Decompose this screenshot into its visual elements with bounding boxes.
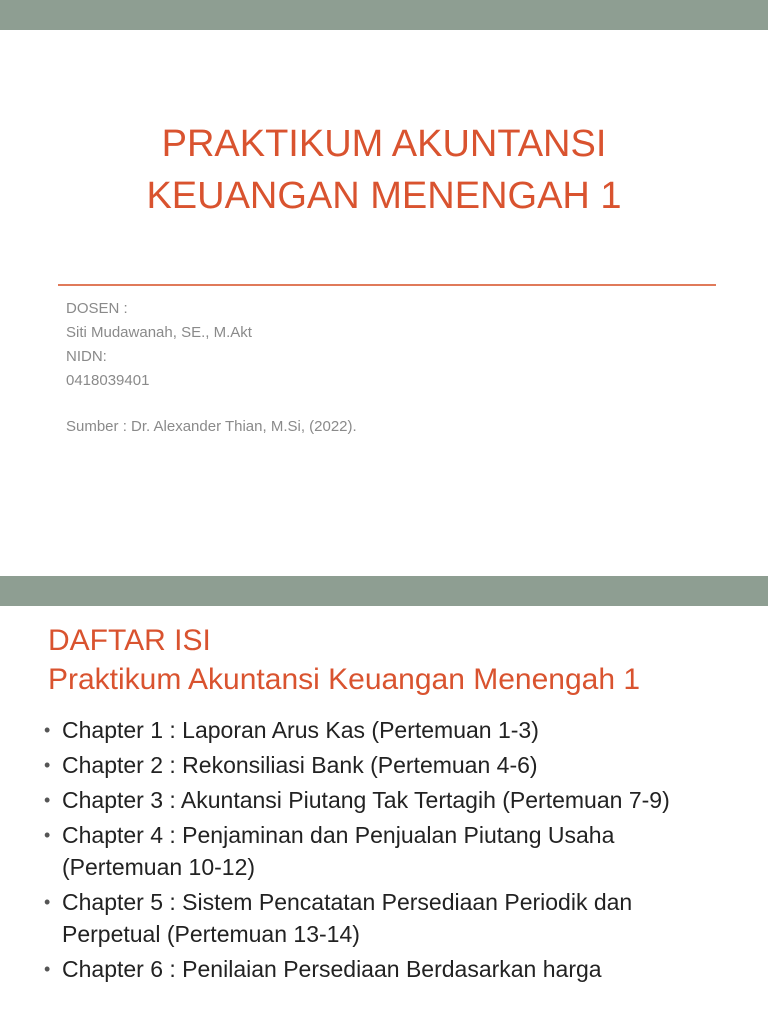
toc-heading-line-1: DAFTAR ISI xyxy=(48,624,211,657)
dosen-name: Siti Mudawanah, SE., M.Akt xyxy=(66,324,252,341)
chapter-label: Chapter 5 : Sistem Pencatatan Persediaan Periodik dan Perpetual (Pertemuan 13-14) xyxy=(62,889,633,947)
spacer xyxy=(66,393,357,415)
chapter-item xyxy=(44,886,724,950)
slide-subtitle xyxy=(66,297,357,439)
chapter-label: Chapter 3 : Akuntansi Piutang Tak Tertagih (Pertemuan 7-9) xyxy=(62,787,670,813)
title-line-1: PRAKTIKUM AKUNTANSI xyxy=(161,123,607,165)
bullet-icon: • xyxy=(44,755,51,775)
bullet-icon: • xyxy=(44,892,51,912)
nidn-value: 0418039401 xyxy=(66,372,150,389)
bullet-icon: • xyxy=(44,825,51,845)
toc-heading-line-2: Praktikum Akuntansi Keuangan Menengah 1 xyxy=(48,663,641,696)
bullet-icon: • xyxy=(44,720,51,740)
chapter-item xyxy=(44,953,724,985)
nidn-label: NIDN: xyxy=(66,348,107,365)
chapter-item xyxy=(44,714,724,746)
slide-top-bar xyxy=(0,0,768,30)
toc-slide xyxy=(0,576,768,1024)
title-divider xyxy=(58,284,716,286)
chapter-label: Chapter 1 : Laporan Arus Kas (Pertemuan 1-3) xyxy=(62,717,539,743)
chapter-item xyxy=(44,819,724,883)
title-line-2: KEUANGAN MENENGAH 1 xyxy=(146,175,622,217)
chapter-item xyxy=(44,749,724,781)
chapter-label: Chapter 2 : Rekonsiliasi Bank (Pertemuan 4-6) xyxy=(62,752,538,778)
bullet-icon: • xyxy=(44,790,51,810)
chapter-list xyxy=(44,714,724,988)
slide-top-bar xyxy=(0,576,768,606)
toc-heading xyxy=(48,621,640,699)
chapter-label: Chapter 6 : Penilaian Persediaan Berdasarkan harga xyxy=(62,956,602,982)
source-citation: Sumber : Dr. Alexander Thian, M.Si, (2022). xyxy=(66,418,357,435)
chapter-item xyxy=(44,784,724,816)
slide-title xyxy=(40,118,728,222)
bullet-icon: • xyxy=(44,959,51,979)
dosen-label: DOSEN : xyxy=(66,300,128,317)
chapter-label: Chapter 4 : Penjaminan dan Penjualan Piutang Usaha (Pertemuan 10-12) xyxy=(62,822,615,880)
